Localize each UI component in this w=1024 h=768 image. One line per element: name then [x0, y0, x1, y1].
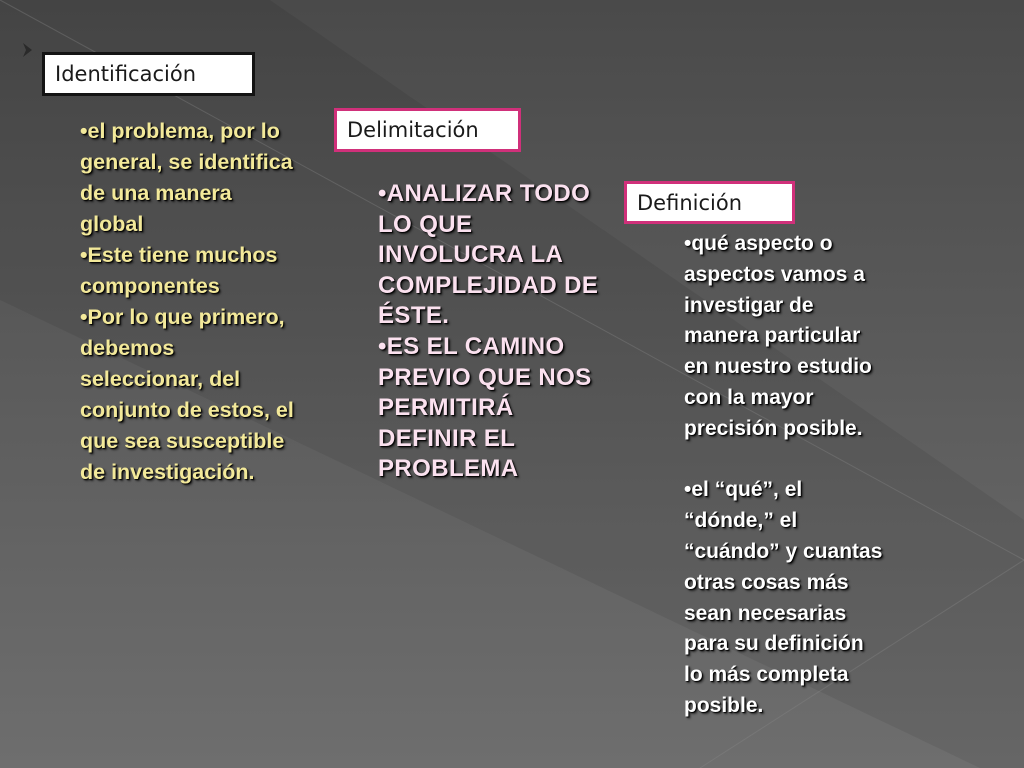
text-line: “cuándo” y cuantas — [684, 539, 883, 563]
text-line: •ES EL CAMINO — [378, 332, 565, 360]
paragraph-gap — [684, 445, 882, 476]
text-line: que sea susceptible — [80, 429, 285, 453]
text-line: “dónde,” el — [684, 509, 798, 533]
text-line: general, se identifica — [80, 150, 293, 174]
text-line: seleccionar, del — [80, 367, 241, 391]
text-line: DEFINIR EL — [378, 424, 516, 452]
text-line: sean necesarias — [684, 601, 847, 625]
text-line: •el “qué”, el — [684, 478, 803, 502]
text-line: INVOLUCRA LA — [378, 241, 564, 269]
delimitacion-label: Delimitación — [347, 118, 479, 142]
text-line: otras cosas más — [684, 570, 849, 594]
text-line: PERMITIRÁ — [378, 394, 514, 422]
text-line: posible. — [684, 693, 764, 717]
text-line: PREVIO QUE NOS — [378, 363, 592, 391]
text-line: global — [80, 212, 144, 236]
text-line: precisión posible. — [684, 416, 863, 440]
text-line: manera particular — [684, 324, 861, 348]
definicion-label-box — [624, 181, 795, 224]
text-line: aspectos vamos a — [684, 262, 865, 286]
text-line: •el problema, por lo — [80, 119, 280, 143]
text-line: con la mayor — [684, 385, 814, 409]
text-line: para su definición — [684, 632, 864, 656]
text-line: •Este tiene muchos — [80, 243, 278, 267]
identificacion-text — [80, 116, 294, 488]
identificacion-label-box — [42, 52, 255, 96]
text-line: investigar de — [684, 293, 814, 317]
identificacion-label: Identificación — [55, 62, 197, 86]
text-line: de una manera — [80, 181, 232, 205]
text-line: ÉSTE. — [378, 302, 450, 330]
delimitacion-label-box — [334, 108, 521, 152]
text-line: COMPLEJIDAD DE — [378, 271, 599, 299]
text-line: •qué aspecto o — [684, 232, 833, 255]
delimitacion-text — [378, 179, 598, 485]
text-line: lo más completa — [684, 663, 849, 687]
text-line: •ANALIZAR TODO — [378, 180, 591, 207]
definicion-label: Definición — [637, 191, 742, 215]
text-line: en nuestro estudio — [684, 355, 872, 379]
text-line: LO QUE — [378, 210, 473, 238]
text-line: •Por lo que primero, — [80, 305, 285, 329]
text-line: componentes — [80, 274, 220, 298]
text-line: debemos — [80, 336, 175, 360]
text-line: PROBLEMA — [378, 455, 519, 483]
text-line: conjunto de estos, el — [80, 398, 294, 422]
definicion-text — [684, 229, 882, 722]
text-line: de investigación. — [80, 460, 255, 484]
